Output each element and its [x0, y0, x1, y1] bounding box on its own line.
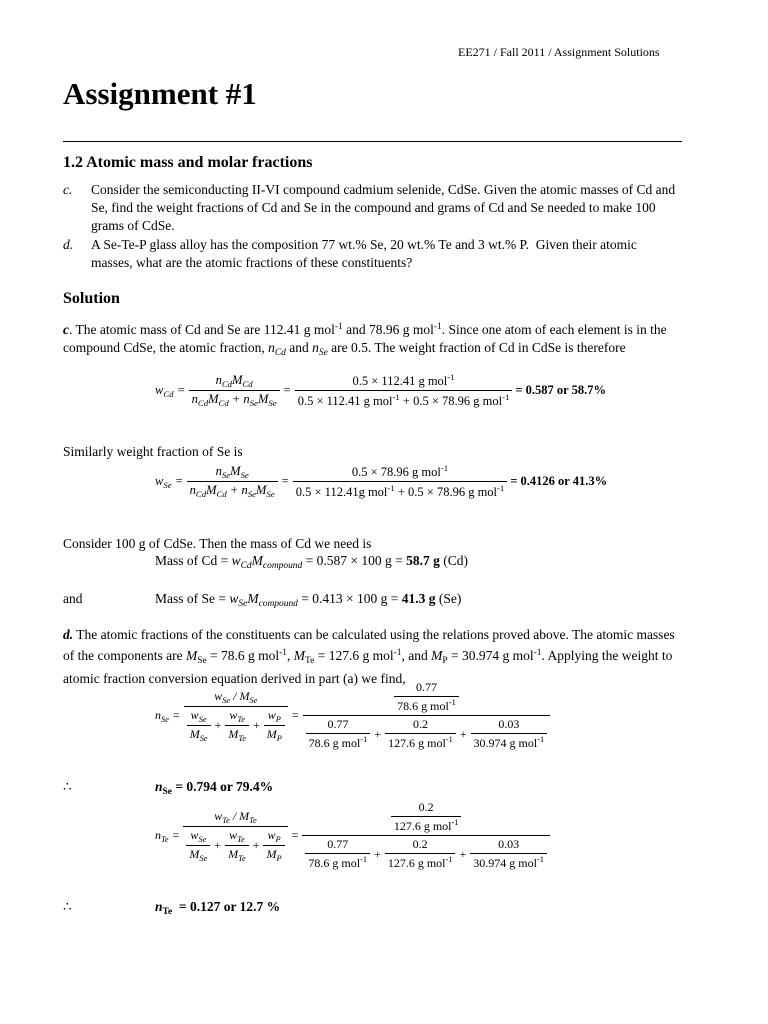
equation-atomic-fraction-te: $n_{Te}$ = $w_{Te} / M_{Te}$ $\frac{w_{Se}}{M_{Se}}$ + $\frac{w_{Te}}{M_{Te}}$ + $\frac{w_P}{M_P}$ = $\frac{0.2}{127.6 g mol^{-1}}$ $\frac{0.77}{78.6 g mol^{-1}}$ + $\frac{0.2}{127.6 g mol^{-1}}$ + $\frac{0.03}{30.974 g mol^{-1}}$	[155, 800, 550, 871]
mass-se-line: Mass of $Se = w_{Se}M_{compound} = 0.413 \times 100$ g = 41.3 g (Se)	[155, 591, 462, 609]
problem-c-label: c.	[63, 182, 73, 197]
result-n-te: $n_{Te} = 0.127$ or 12.7 %	[155, 899, 281, 917]
problem-d-label: d.	[63, 237, 74, 252]
eq2-result: = 0.4126 or 41.3%	[510, 474, 608, 488]
solution-c-label: c	[63, 322, 69, 337]
solution-heading: Solution	[63, 290, 120, 307]
title-divider	[63, 141, 682, 142]
eq4-value-fraction: $\frac{0.2}{127.6 g mol^{-1}}$ $\frac{0.77}{78.6 g mol^{-1}}$ + $\frac{0.2}{127.6 g mol^{-1}}$ + $\frac{0.03}{30.974 g mol^{-1}}$	[302, 800, 550, 871]
eq3-lhs: $n_{Se}$	[155, 707, 169, 724]
solution-d-label: d.	[63, 627, 74, 642]
eq1-value-fraction: $\frac{0.5 \times 112.41 g mol^{-1}}{0.5 \times 112.41 g mol^{-1} + 0.5 \times 78.96 g mol^{-1}}$	[295, 372, 513, 409]
problem-c-text: Consider the semiconducting II-VI compound cadmium selenide, CdSe. Given the atomic masses of Cd and Se, find the weight fractions of Cd and Se in the compound and grams of Cd and Se needed to make 100 grams of CdSe.	[91, 182, 676, 233]
eq4-lhs: $n_{Te}$	[155, 827, 169, 844]
therefore-symbol-se: ∴	[63, 779, 72, 794]
solution-c-text: . Since one atom of each element is in the compound CdSe, the atomic fraction,	[63, 322, 667, 355]
solution-c-text: . The atomic mass of Cd and Se are 112.41 g mol	[69, 322, 335, 337]
therefore-symbol-te: ∴	[63, 899, 72, 914]
and-label: and	[63, 591, 83, 606]
eq1-lhs: $w_{Cd}$	[155, 382, 174, 399]
equation-weight-fraction-se: $w_{Se}$ = $\frac{n_{Se}M_{Se}}{n_{Cd}M_{Cd} + n_{Se}M_{Se}}$ = $\frac{0.5 \times 78.96 g mol^{-1}}{0.5 \times 112.41g mol^{-1} + 0.5 \times 78.96 g mol^{-1}}$ = 0.4126 or 41.3%	[155, 463, 608, 499]
symbol-n-cd: $n_{Cd}$	[268, 340, 286, 358]
page-title: Assignment #1	[63, 76, 257, 111]
result-n-se: $n_{Se} = 0.794$ or 79.4%	[155, 779, 274, 797]
equation-weight-fraction-cd: $w_{Cd}$ = $\frac{n_{Cd}M_{Cd}}{n_{Cd}M_{Cd} + n_{Se}M_{Se}}$ = $\frac{0.5 \times 112.41 g mol^{-1}}{0.5 \times 112.41 g mol^{-1} + 0.5 \times 78.96 g mol^{-1}}$ = 0.587 or 58.7%	[155, 372, 606, 408]
solution-c-text: are 0.5. The weight fraction of Cd in CdSe is therefore	[327, 340, 626, 355]
solution-c-text: and 78.96 g mol	[342, 322, 434, 337]
eq1-result: = 0.587 or 58.7%	[515, 383, 606, 397]
running-header: EE271 / Fall 2011 / Assignment Solutions	[458, 45, 660, 59]
eq2-lhs: $w_{Se}$	[155, 473, 172, 490]
problem-d-text: A Se-Te-P glass alloy has the composition 77 wt.% Se, 20 wt.% Te and 3 wt.% P. Given their atomic masses, what are the atomic fractions of these constituents?	[91, 237, 654, 270]
unit-exponent: -1	[433, 322, 442, 332]
eq2-value-fraction: $\frac{0.5 \times 78.96 g mol^{-1}}{0.5 \times 112.41g mol^{-1} + 0.5 \times 78.96 g mol^{-1}}$	[293, 463, 508, 500]
solution-c-text: and	[285, 340, 313, 355]
solution-c-paragraph	[63, 318, 689, 362]
unit-exponent: -1	[334, 322, 343, 332]
mass-cd-line: Mass of $Cd = w_{Cd}M_{compound} = 0.587 \times 100$ g = 58.7 g (Cd)	[155, 553, 468, 571]
eq3-value-fraction: $\frac{0.77}{78.6 g mol^{-1}}$ $\frac{0.77}{78.6 g mol^{-1}}$ + $\frac{0.2}{127.6 g mol^{-1}}$ + $\frac{0.03}{30.974 g mol^{-1}}$	[303, 680, 551, 751]
consider-text: Consider 100 g of CdSe. Then the mass of Cd we need is	[63, 536, 372, 551]
section-heading: 1.2 Atomic mass and molar fractions	[63, 154, 313, 171]
symbol-n-se: $n_{Se}$	[312, 340, 328, 358]
solution-d-paragraph: d. The atomic fractions of the constituents can be calculated using the relations proved above. The atomic masses of the components are $M_{Se} = 78.6$ g mol$^{-1}$, $M_{Te} = 127.6$ g mol$^{-1}$, and $M_P = 30.974$ g mol$^{-1}$. Applying the weight to atomic fraction conversion equation derived in part (a) we find,	[63, 627, 675, 686]
similar-text: Similarly weight fraction of Se is	[63, 444, 243, 459]
equation-atomic-fraction-se: $n_{Se}$ = $w_{Se} / M_{Se}$ $\frac{w_{Se}}{M_{Se}}$ + $\frac{w_{Te}}{M_{Te}}$ + $\frac{w_P}{M_P}$ = $\frac{0.77}{78.6 g mol^{-1}}$ $\frac{0.77}{78.6 g mol^{-1}}$ + $\frac{0.2}{127.6 g mol^{-1}}$ + $\frac{0.03}{30.974 g mol^{-1}}$	[155, 680, 550, 751]
